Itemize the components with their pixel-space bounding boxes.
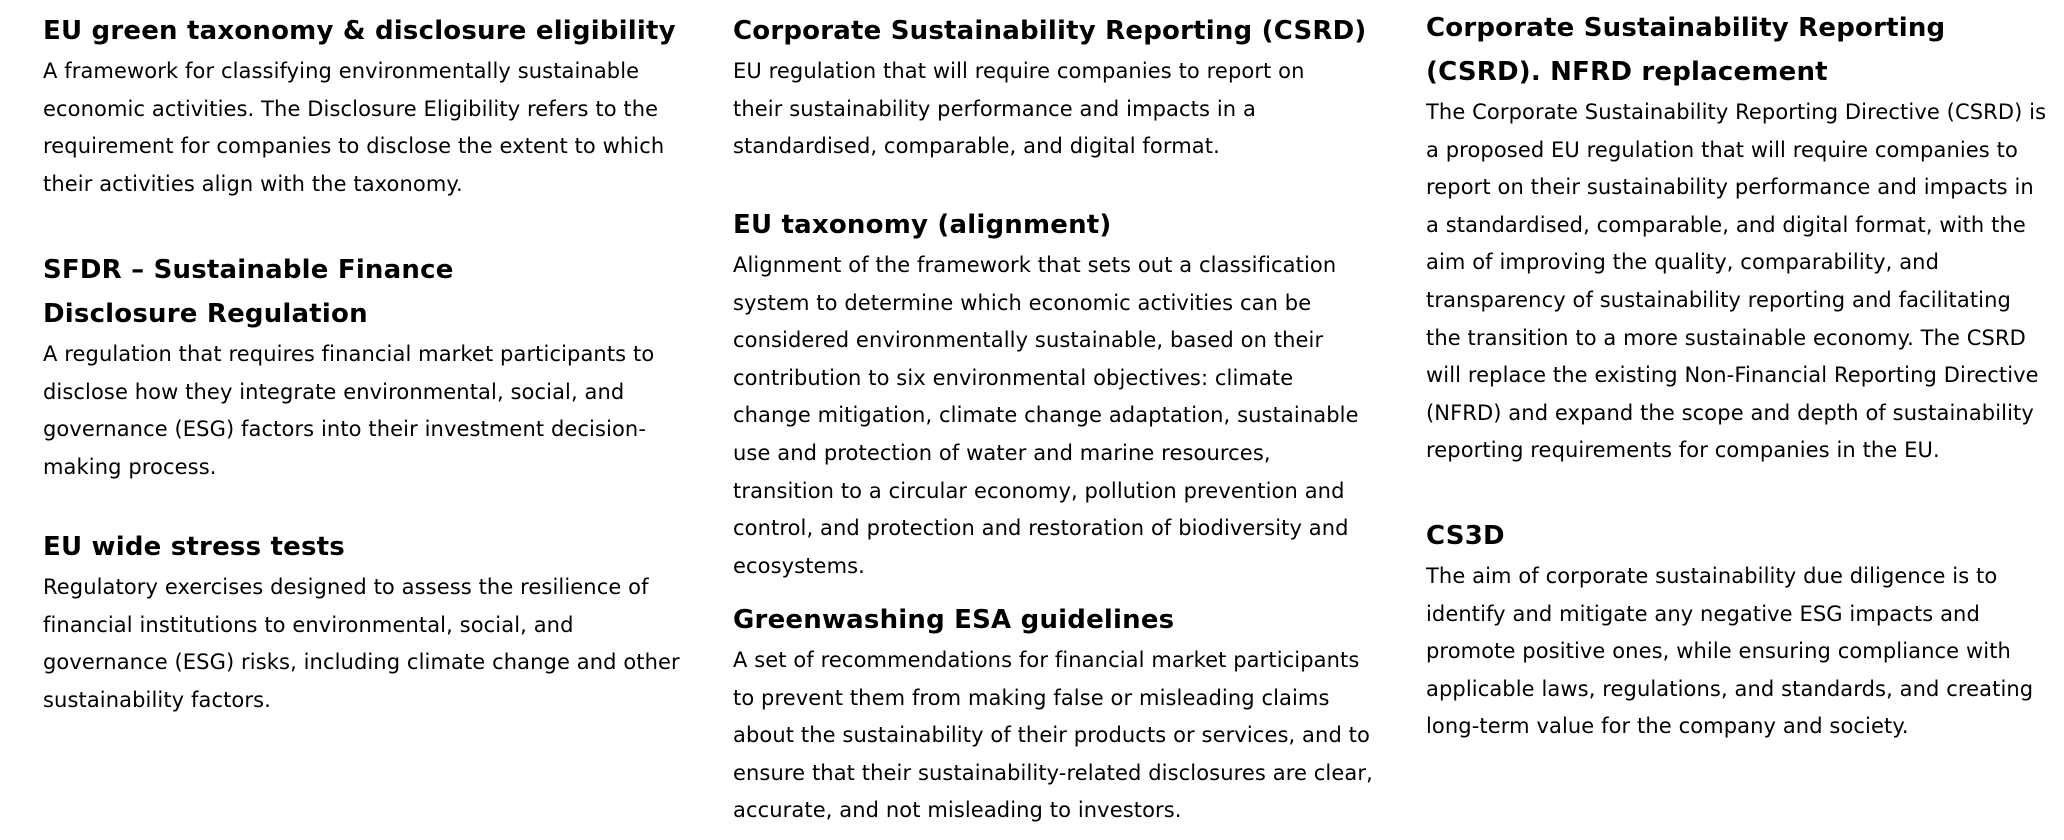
entry-description: The Corporate Sustainability Reporting Directive (CSRD) is a proposed EU regulation that will require companies to report on their sustainability performance and impacts in a standardised, comparable, and digital format, with the aim of improving the quality, comparability, and transparency of sustainability reporting and facilitating the transition to a more sustainable economy. The CSRD will replace the existing Non-Financial Reporting Directive (NFRD) and expand the scope and depth of sustainability reporting requirements for companies in the EU.	[1426, 100, 2047, 463]
entry-description: A regulation that requires financial market participants to disclose how they integrate environmental, social, and governance (ESG) factors into their investment decision-making process.	[43, 342, 655, 479]
entry-term: Corporate Sustainability Reporting (CSRD). NFRD replacement	[1426, 13, 1946, 87]
entry-description: The aim of corporate sustainability due diligence is to identify and mitigate any negative ESG impacts and promote positive ones, while ensuring compliance with applicable laws, regulations, and standards, and creating long-term value for the company and society.	[1426, 564, 2034, 739]
entry-term: Corporate Sustainability Reporting (CSRD)	[733, 16, 1367, 46]
entry-description: A framework for classifying environmentally sustainable economic activities. The Disclosure Eligibility refers to the requirement for companies to disclose the extent to which their activities align with the taxonomy.	[43, 59, 665, 196]
entry-term: EU taxonomy (alignment)	[733, 210, 1112, 240]
entry-term: EU green taxonomy & disclosure eligibility	[43, 16, 676, 46]
entry-term: EU wide stress tests	[43, 532, 345, 562]
glossary-entry-greenwashing	[733, 598, 1373, 830]
glossary-entry-eu-green-taxonomy	[43, 9, 693, 203]
glossary-entry-eu-stress-tests	[43, 525, 693, 719]
glossary-entry-csrd	[733, 9, 1373, 166]
entry-description: Regulatory exercises designed to assess the resilience of financial institutions to environmental, social, and governance (ESG) risks, including climate change and other sustainability factors.	[43, 575, 680, 712]
entry-description: Alignment of the framework that sets out a classification system to determine which economic activities can be considered environmentally sustainable, based on their contribution to six environmental objectives: climate change mitigation, climate change adaptation, sustainable use and protection of water and marine resources, transition to a circular economy, pollution prevention and control, and protection and restoration of biodiversity and ecosystems.	[733, 253, 1359, 578]
entry-term: Greenwashing ESA guidelines	[733, 605, 1175, 635]
entry-description: EU regulation that will require companies to report on their sustainability performance and impacts in a standardised, comparable, and digital format.	[733, 59, 1305, 159]
entry-description: A set of recommendations for financial market participants to prevent them from making false or misleading claims about the sustainability of their products or services, and to ensure that their sustainability-related disclosures are clear, accurate, and not misleading to investors.	[733, 648, 1373, 823]
glossary-entry-cs3d	[1426, 514, 2051, 746]
glossary-entry-eu-taxonomy-alignment	[733, 203, 1373, 585]
glossary-entry-sfdr	[43, 248, 693, 486]
entry-term: CS3D	[1426, 521, 1505, 551]
glossary-entry-csrd-nfrd	[1426, 6, 2051, 470]
entry-term: SFDR – Sustainable Finance Disclosure Regulation	[43, 255, 454, 329]
